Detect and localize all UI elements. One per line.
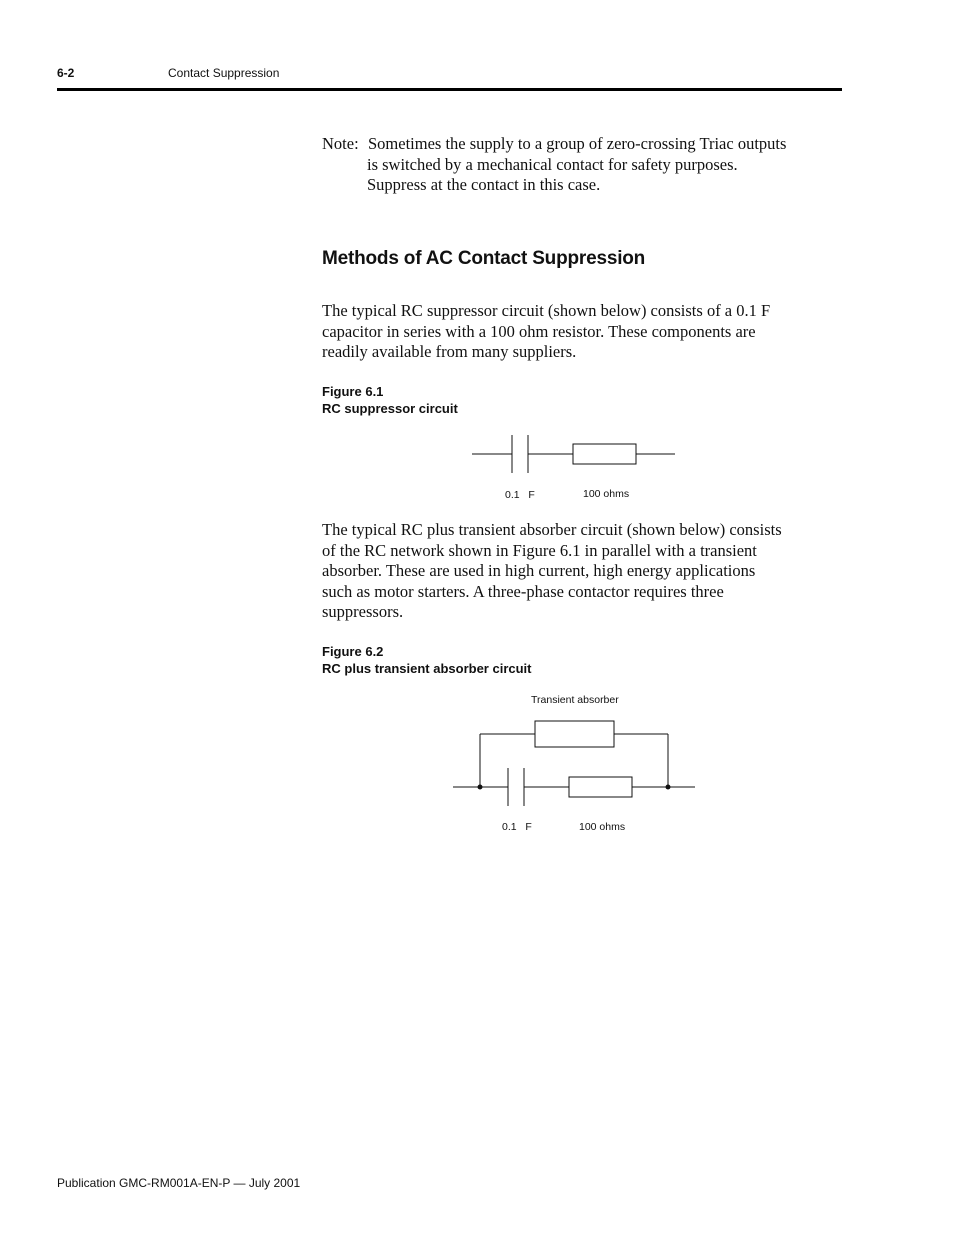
paragraph-line: capacitor in series with a 100 ohm resistor. These components are (322, 321, 756, 341)
resistor-label: 100 ohms (583, 488, 630, 500)
section-heading: Methods of AC Contact Suppression (322, 248, 646, 269)
figure-1-number: Figure 6.1 (322, 384, 384, 399)
capacitor-label: 0.1 F (502, 821, 532, 833)
publication-footer: Publication GMC-RM001A-EN-P — July 2001 (57, 1176, 301, 1190)
paragraph-line: readily available from many suppliers. (322, 342, 577, 361)
note-line: is switched by a mechanical contact for safety purposes. (367, 154, 738, 174)
note-label: Note: (322, 134, 359, 153)
rc-transient-absorber-diagram (453, 721, 695, 806)
absorber-label: Transient absorber (531, 694, 619, 706)
transient-absorber-symbol (535, 721, 614, 747)
paragraph-line: The typical RC suppressor circuit (shown below) consists of a 0.1 F (322, 301, 771, 320)
paragraph-line: of the RC network shown in Figure 6.1 in parallel with a transient (322, 540, 757, 560)
junction-dot (666, 785, 671, 790)
capacitor-label: 0.1 F (505, 489, 535, 501)
figure-2-number: Figure 6.2 (322, 644, 384, 659)
resistor-symbol (569, 777, 632, 797)
resistor-symbol (573, 444, 636, 464)
note-line: Suppress at the contact in this case. (367, 175, 601, 194)
page-number: 6-2 (57, 66, 75, 80)
figure-2-title: RC plus transient absorber circuit (322, 661, 532, 676)
rc-suppressor-diagram (472, 435, 675, 473)
running-header-section: Contact Suppression (168, 66, 280, 80)
paragraph-line: absorber. These are used in high current, high energy applications (322, 561, 756, 580)
paragraph-line: suppressors. (322, 602, 404, 621)
paragraph-line: such as motor starters. A three-phase contactor requires three (322, 581, 724, 601)
note-line: Sometimes the supply to a group of zero-crossing Triac outputs (368, 134, 787, 153)
figure-1-title: RC suppressor circuit (322, 401, 458, 416)
resistor-label: 100 ohms (579, 821, 626, 833)
junction-dot (478, 785, 483, 790)
paragraph-line: The typical RC plus transient absorber circuit (shown below) consists (322, 520, 782, 539)
